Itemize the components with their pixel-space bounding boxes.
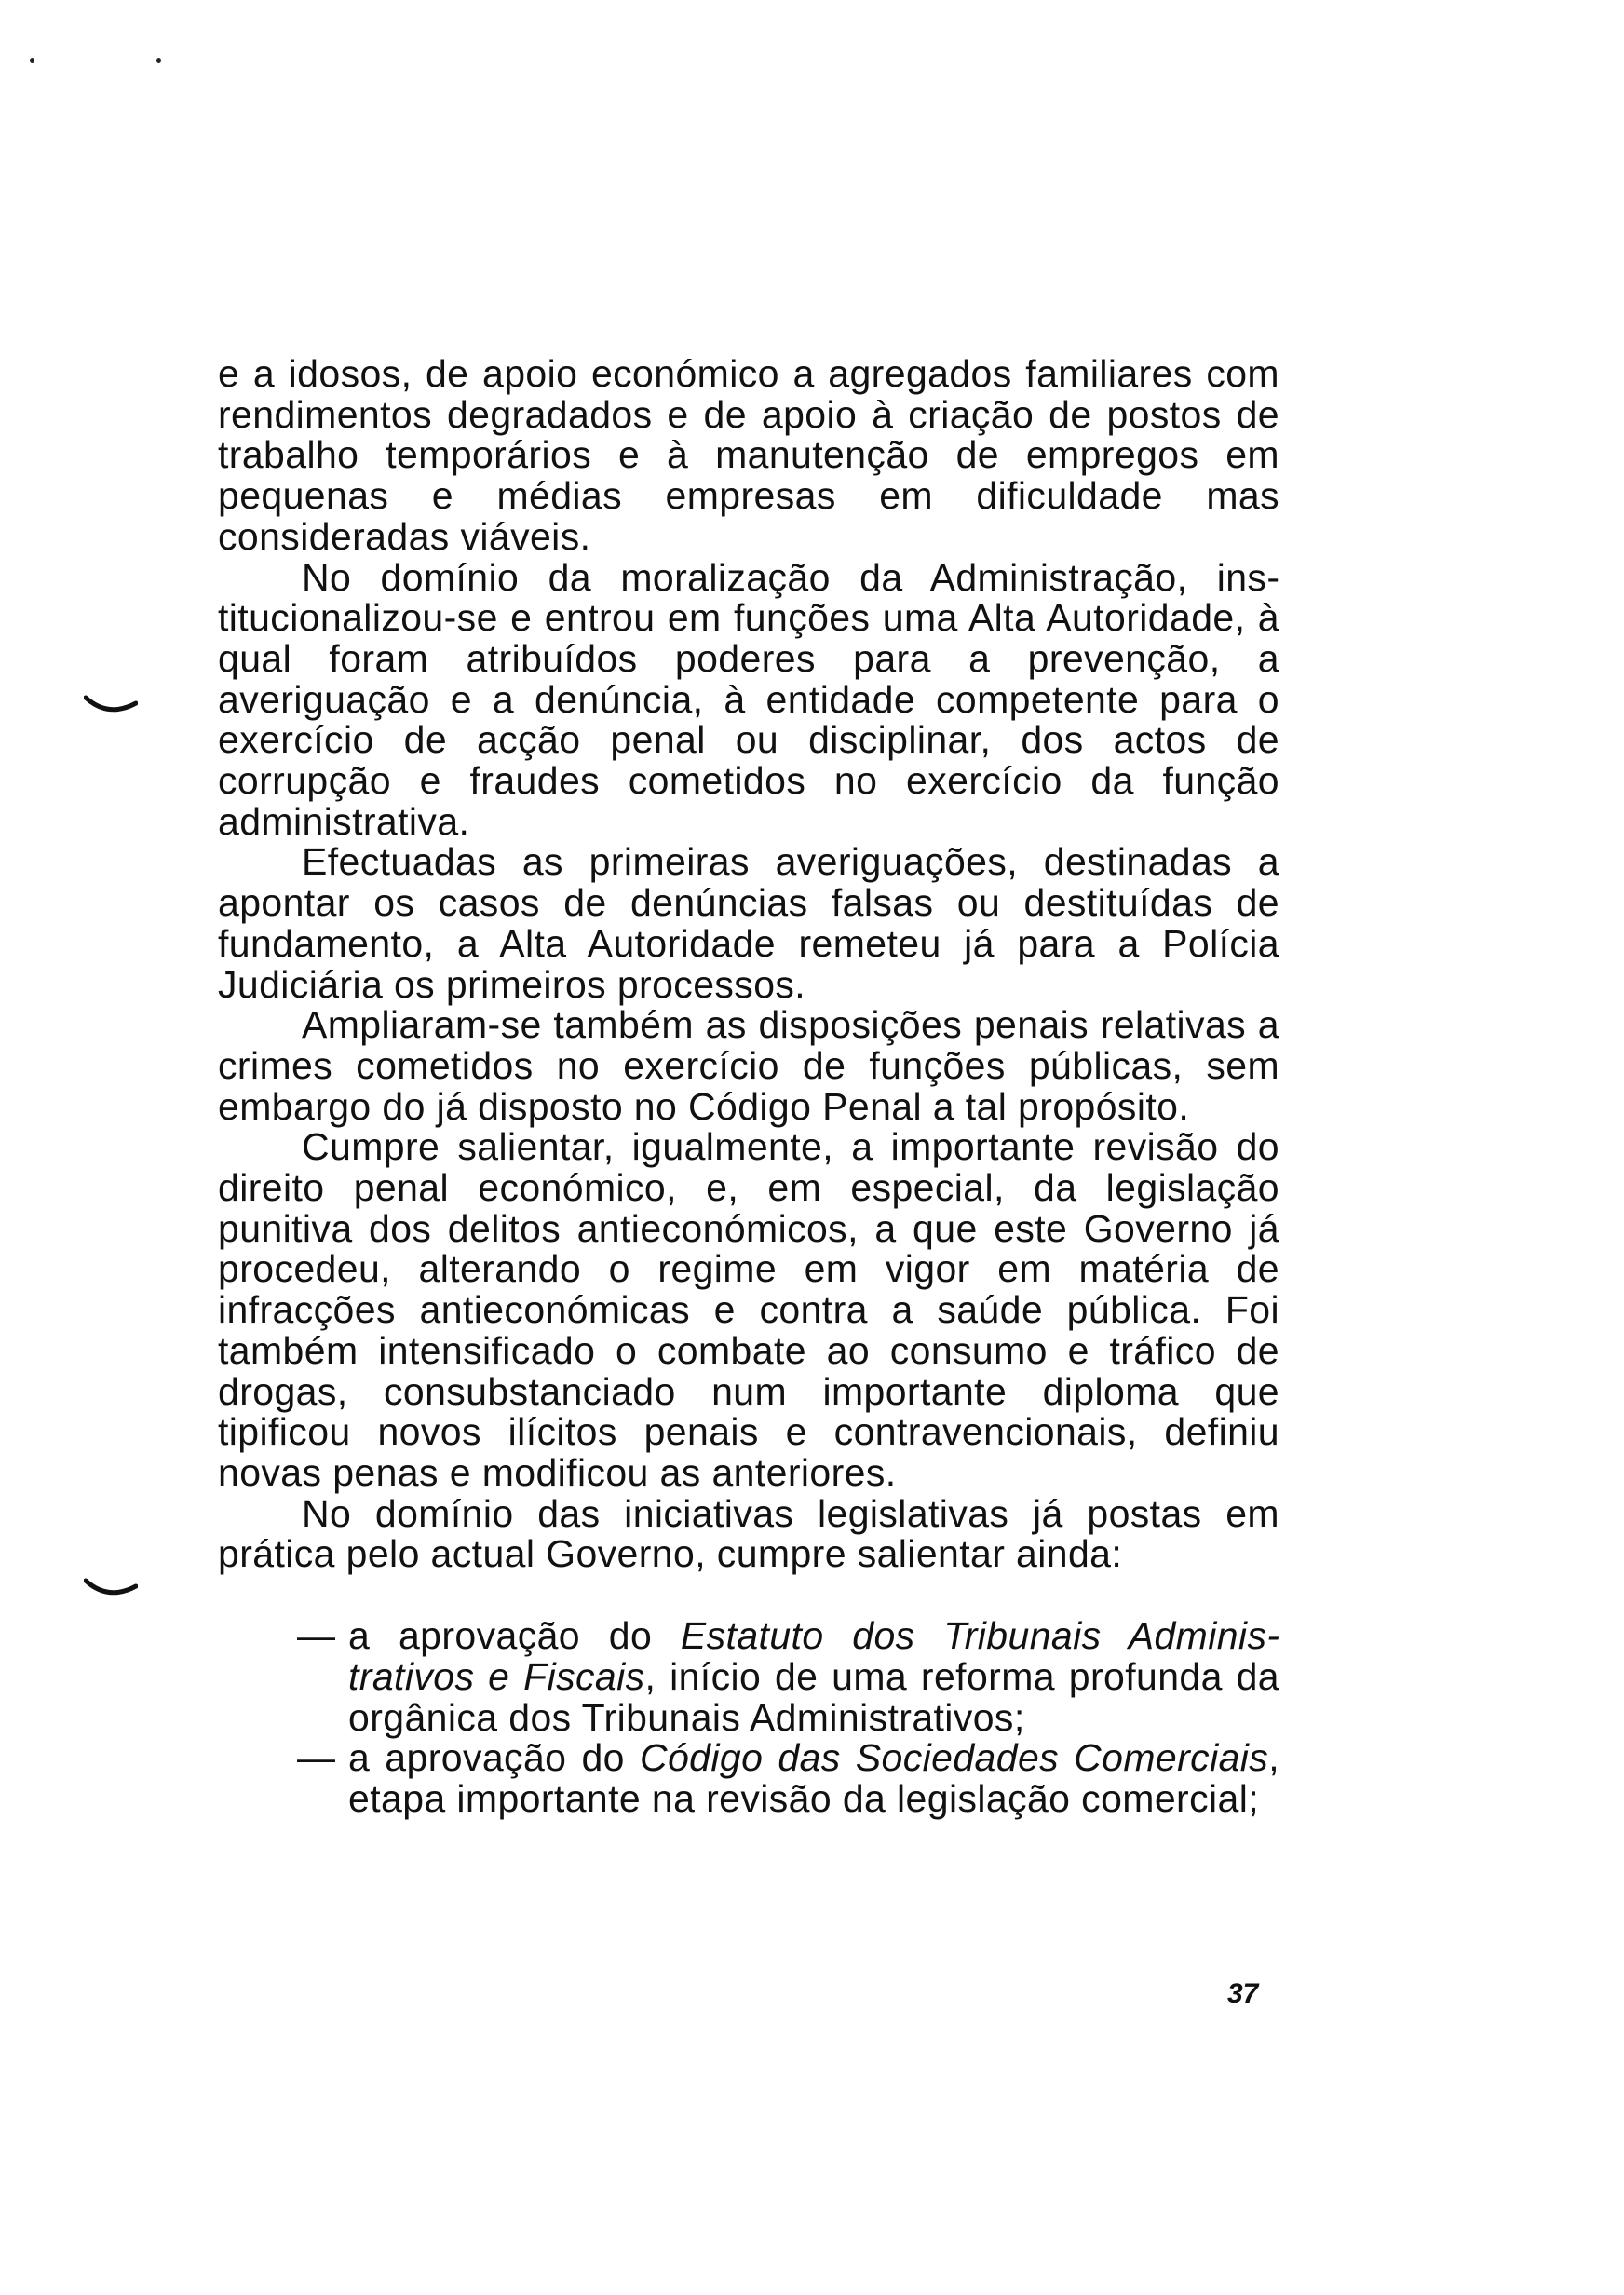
document-body (218, 354, 1279, 1820)
list-item-text (348, 1616, 1279, 1738)
margin-mark (84, 1577, 138, 1601)
list-item (218, 1616, 1279, 1738)
margin-mark (84, 694, 138, 718)
list-item-text-plain: a aprovação do (348, 1614, 681, 1658)
list-item-text (348, 1738, 1279, 1819)
list-item-text-plain: , etapa importante na revisão da legislação comercial; (348, 1736, 1279, 1820)
page-number: 37 (1227, 1978, 1259, 2009)
list-item-text-plain: , início de uma reforma profunda da orgânica dos Tribunais Administrativos; (348, 1654, 1279, 1739)
scan-speck (30, 58, 34, 63)
scan-speck (156, 58, 161, 63)
paragraph: No domínio da moralização da Administração, institucionalizou-se e entrou em funções uma Alta Autoridade, à qual foram atribuídos poderes para a prevenção, a averiguação e a denúncia, à entidade competente para o exercício de acção penal ou disciplinar, dos actos de corrupção e fraudes cometidos no exercício da função administrativa. (218, 555, 1279, 843)
paragraph: e a idosos, de apoio económico a agregados familiares com rendimentos degradados e de apoio à criação de postos de trabalho temporários e à manutenção de empregos em pequenas e médias empresas em dificuldade mas consideradas viáveis. (218, 352, 1279, 558)
paragraph: Efectuadas as primeiras averiguações, destinadas a apontar os casos de denúncias falsas ou destituídas de fundamento, a Alta Autoridade remeteu já para a Polícia Judiciária os primeiros processos. (218, 840, 1279, 1006)
document-title: Estatuto dos Tribunais Administrativos e Fiscais (348, 1614, 1280, 1698)
paragraph: No domínio das iniciativas legislativas já postas em prática pelo actual Governo, cumpre salientar ainda: (218, 1491, 1279, 1576)
paragraph: Cumpre salientar, igualmente, a importante revisão do direito penal económico, e, em especial, da legislação punitiva dos delitos antieconómicos, a que este Governo já procedeu, alterando o regime em vigor em matéria de infracções antieconómicas e contra a saúde pública. Foi também intensificado o combate ao consumo e tráfico de drogas, consubstanciado num importante diploma que tipificou novos ilícitos penais e contravencionais, definiu novas penas e modificou as anteriores. (218, 1125, 1279, 1494)
list-item-text-plain: a aprovação do (348, 1736, 640, 1780)
paragraph: Ampliaram-se também as disposições penais relativas a crimes cometidos no exercício de funções públicas, sem embargo do já disposto no Código Penal a tal propósito. (218, 1003, 1279, 1128)
document-title: Código das Sociedades Comerciais (639, 1736, 1269, 1780)
dash-bullet: — (297, 1736, 336, 1780)
list-item (218, 1738, 1279, 1819)
bullet-list (218, 1616, 1279, 1820)
dash-bullet: — (297, 1614, 336, 1658)
